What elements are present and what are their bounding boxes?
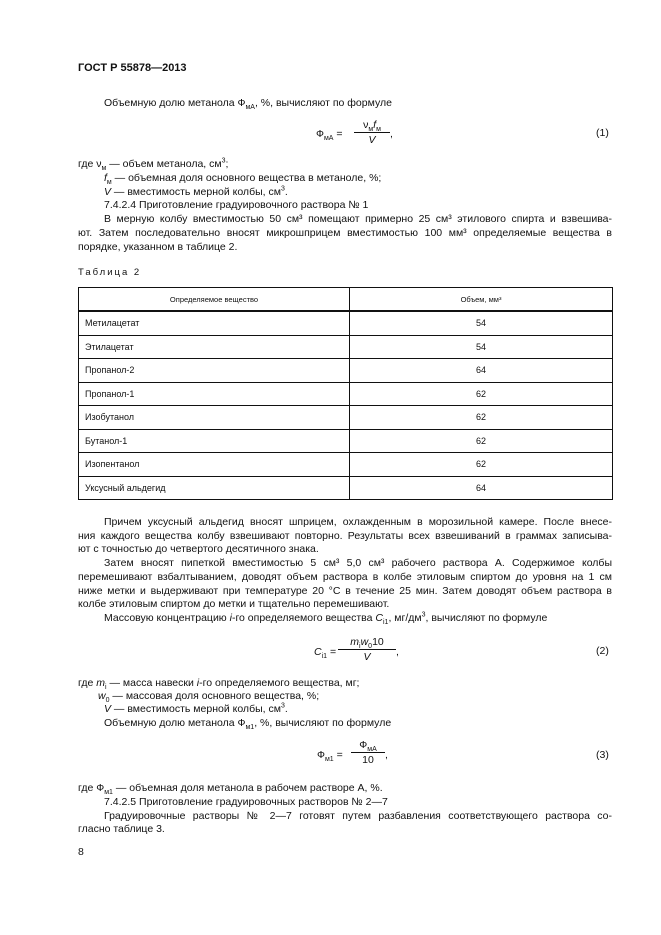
table-cell-substance: Метилацетат bbox=[79, 311, 350, 335]
table-row bbox=[79, 359, 613, 383]
para3-line-2: перемешивают взбалтыванием, доводят объем раствора в колбе этиловым спиртом до уровня на 1 см bbox=[78, 571, 612, 583]
table-cell-substance: Уксусный альдегид bbox=[79, 476, 350, 500]
table-row bbox=[79, 335, 613, 359]
para1-line-2: ют. Затем последовательно вносят микрошприцем вместимостью 100 мм³ определяемые вещества в bbox=[78, 227, 612, 239]
table-row bbox=[79, 453, 613, 477]
table-cell-volume: 54 bbox=[350, 335, 613, 359]
where-2-line-3: V — вместимость мерной колбы, $см^3$. bbox=[104, 702, 288, 715]
section-7-4-2-5: 7.4.2.5 Приготовление градуировочных растворов № 2—7 bbox=[104, 796, 388, 808]
table-cell-substance: Пропанол-2 bbox=[79, 359, 350, 383]
table-row bbox=[79, 476, 613, 500]
where-1-line-3: V — вместимость мерной колбы, $см^3$. bbox=[104, 185, 288, 198]
formula-1-number: (1) bbox=[596, 127, 609, 139]
where-3: где $Ф_{м1}$ — объемная доля метанола в рабочем растворе А, %. bbox=[78, 782, 383, 797]
table-cell-substance: Пропанол-1 bbox=[79, 382, 350, 406]
para3-line-3: ниже метки и выдерживают при температуре 20 °С в течение 25 мин. Затем доводят объем раствора в bbox=[78, 585, 612, 597]
formula-2-number: (2) bbox=[596, 645, 609, 657]
para2-line-2: ния каждого вещества колбу взвешивают повторно. Результаты всех взвешиваний в граммах записыва- bbox=[78, 530, 612, 542]
table-2-header-substance: Определяемое вещество bbox=[79, 288, 350, 312]
table-2 bbox=[78, 287, 613, 500]
where-1-line-2: $f_м$ — объемная доля основного вещества в метаноле, %; bbox=[104, 172, 382, 187]
table-row bbox=[79, 382, 613, 406]
section-7-4-2-4: 7.4.2.4 Приготовление градуировочного раствора № 1 bbox=[104, 199, 369, 211]
table-cell-volume: 64 bbox=[350, 476, 613, 500]
para3-line-1: Затем вносят пипеткой вместимостью 5 см³ 5,0 см³ рабочего раствора А. Содержимое колбы bbox=[104, 557, 612, 569]
para3-line-4: колбе этиловым спиртом до метки и тщательно перемешивают. bbox=[78, 598, 390, 610]
para4: Массовую концентрацию i-го определяемого вещества $C_{i1}$, $мг/дм^3$, вычисляют по формуле bbox=[104, 611, 548, 627]
where-1-line-1: где $\nu_м$ — объем метанола, $см^3$; bbox=[78, 157, 229, 173]
formula-3-number: (3) bbox=[596, 749, 609, 761]
page-header: ГОСТ Р 55878—2013 bbox=[78, 62, 187, 74]
where-2-line-1: где $m_i$ — масса навески i-го определяемого вещества, мг; bbox=[78, 677, 360, 692]
para1-line-1: В мерную колбу вместимостью 50 см³ помещают примерно 25 см³ этилового спирта и взвешива- bbox=[104, 213, 612, 225]
table-row bbox=[79, 406, 613, 430]
table-cell-volume: 62 bbox=[350, 429, 613, 453]
para2-line-3: ют с точностью до четвертого десятичного знака. bbox=[78, 543, 319, 555]
table-row bbox=[79, 429, 613, 453]
para5-line-1: Градуировочные растворы № 2—7 готовят путем разбавления соответствующего раствора со- bbox=[104, 810, 612, 822]
table-row bbox=[79, 311, 613, 335]
intro-formula-3: Объемную долю метанола $Ф_{м1}$, %, вычисляют по формуле bbox=[104, 717, 392, 732]
table-cell-volume: 64 bbox=[350, 359, 613, 383]
table-cell-volume: 62 bbox=[350, 453, 613, 477]
page-number: 8 bbox=[78, 846, 84, 858]
table-cell-volume: 62 bbox=[350, 382, 613, 406]
table-cell-substance: Бутанол-1 bbox=[79, 429, 350, 453]
table-2-caption: Таблица 2 bbox=[78, 267, 142, 278]
table-cell-volume: 54 bbox=[350, 311, 613, 335]
table-cell-substance: Изопентанол bbox=[79, 453, 350, 477]
intro-formula-1: Объемную долю метанола $Ф_{мА}$, %, вычисляют по формуле bbox=[104, 97, 392, 112]
where-2-line-2: $w_0$ — массовая доля основного вещества, %; bbox=[98, 690, 320, 705]
table-2-header-volume: Объем, мм³ bbox=[350, 288, 613, 312]
para2-line-1: Причем уксусный альдегид вносят шприцем, охлажденным в морозильной камере. После внесе- bbox=[104, 516, 612, 528]
para1-line-3: порядке, указанном в таблице 2. bbox=[78, 241, 238, 253]
para5-line-2: гласно таблице 3. bbox=[78, 823, 165, 835]
table-cell-substance: Этилацетат bbox=[79, 335, 350, 359]
table-cell-volume: 62 bbox=[350, 406, 613, 430]
table-cell-substance: Изобутанол bbox=[79, 406, 350, 430]
